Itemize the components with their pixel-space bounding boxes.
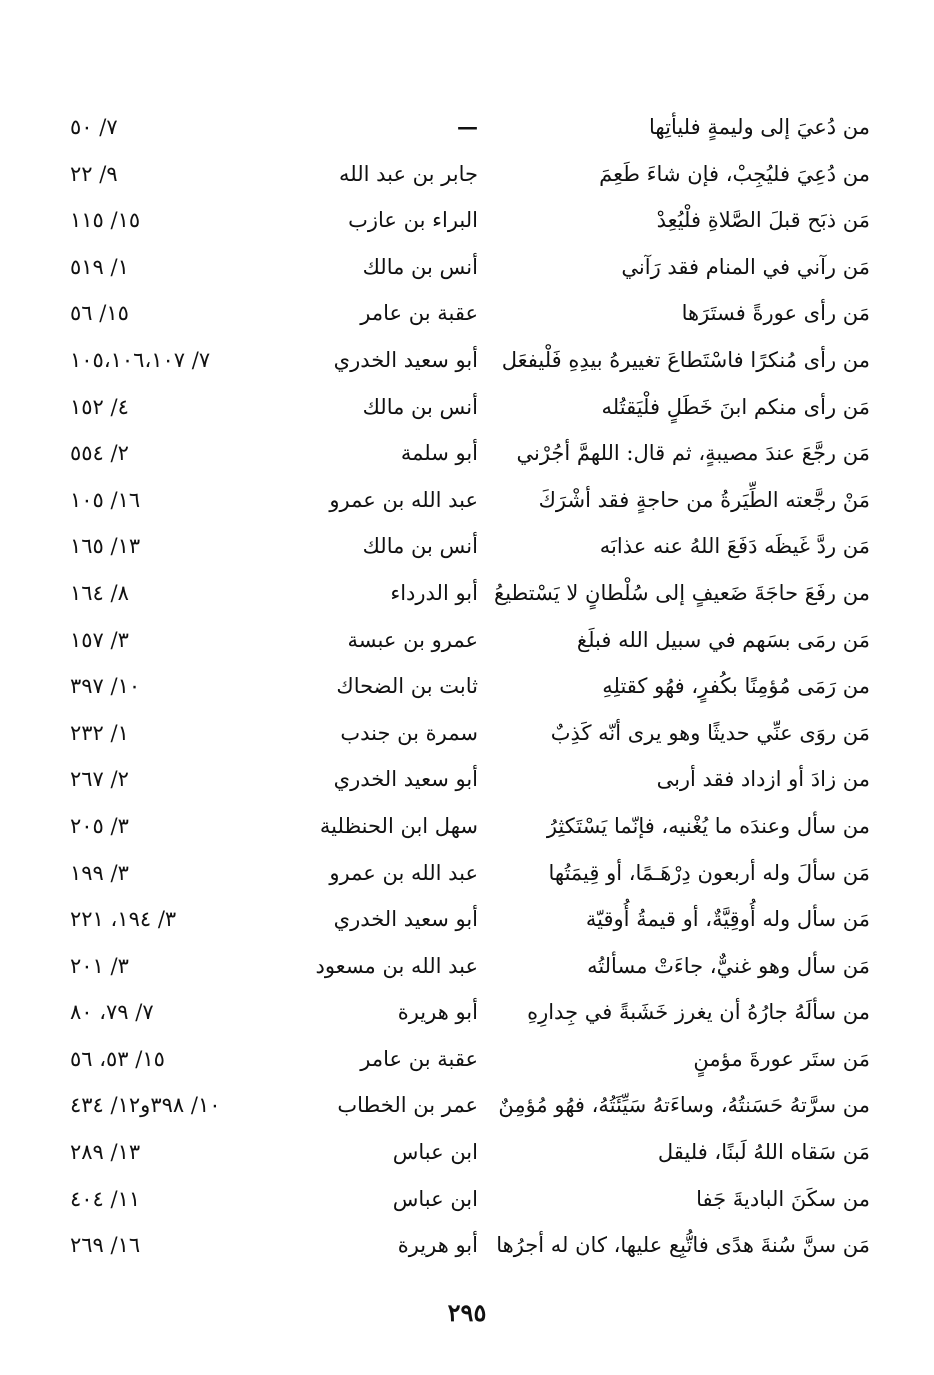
volume-page-reference: ٣/ ١٩٩: [70, 860, 129, 885]
narrator-name: أبو هريرة: [397, 1233, 478, 1258]
volume-page-reference: ٣/ ١٩٤، ٢٢١: [70, 907, 177, 932]
narrator-name: عمرو بن عبسة: [347, 627, 478, 652]
volume-page-reference: ١٥/ ٥٣، ٥٦: [70, 1046, 165, 1071]
hadith-text: من سألَهُ جارُهُ أن يغرز خَشَبةً في جِدارِهِ: [527, 1000, 870, 1025]
index-row: [70, 151, 870, 198]
volume-page-reference: ١٣/ ١٦٥: [70, 534, 141, 559]
hadith-text: مَن سنَّ سُنةَ هدًى فاتُّبِع عليها، كان له أجرُها: [496, 1233, 870, 1258]
index-row: [70, 1082, 870, 1129]
index-row: [70, 756, 870, 803]
hadith-text: من رأى مُنكرًا فاسْتَطاعَ تغييرهُ بيدِهِ فَلْيفعَل: [501, 347, 870, 372]
volume-page-reference: ١٠/ ٣٩٧: [70, 674, 141, 699]
index-row: [70, 896, 870, 943]
volume-page-reference: ١٠/ ٣٩٨و١٢/ ٤٣٤: [70, 1093, 221, 1118]
narrator-name: عبد الله بن مسعود: [315, 953, 478, 978]
index-row: [70, 943, 870, 990]
hadith-text: من دُعيَ إلى وليمةٍ فليأتِها: [649, 115, 870, 139]
narrator-name: أبو سعيد الخدري: [333, 767, 478, 792]
hadith-text: مَن ردَّ غَيظَه دَفَعَ اللهُ عنه عذابَه: [599, 534, 870, 559]
narrator-name: أنس بن مالك: [362, 534, 478, 559]
index-row: [70, 803, 870, 850]
index-row: [70, 850, 870, 897]
index-row: [70, 1129, 870, 1176]
hadith-text: مَن سألَ وله أربعون دِرْهَـمًا، أو قِيمَتُها: [548, 860, 870, 885]
index-row: [70, 337, 870, 384]
hadith-text: مَن رجَّعَ عندَ مصيبةٍ، ثم قال: اللهمَّ أجُرْني: [516, 441, 870, 466]
hadith-text: مَن ستَر عورةَ مؤمنٍ: [693, 1046, 870, 1071]
narrator-name: أبو سلمة: [400, 441, 478, 466]
volume-page-reference: ١/ ٥١٩: [70, 254, 129, 279]
hadith-text: مَن سأل وهو غنيٌّ، جاءَتْ مسألتُه: [587, 953, 870, 978]
index-row: [70, 570, 870, 617]
volume-page-reference: ١٦/ ٢٦٩: [70, 1233, 141, 1258]
narrator-name: عمر بن الخطاب: [337, 1093, 478, 1118]
index-row: [70, 617, 870, 664]
hadith-text: من زادَ أو ازداد فقد أربى: [656, 767, 870, 792]
hadith-text: من سكَنَ الباديةَ جَفا: [696, 1186, 870, 1211]
page-number: ٢٩٥: [447, 1298, 487, 1327]
hadith-text: مَن رأى عورةً فستَرَها: [681, 301, 870, 326]
index-row: [70, 523, 870, 570]
narrator-name: جابر بن عبد الله: [338, 161, 478, 186]
index-row: [70, 1222, 870, 1269]
hadith-text: مَن رآني في المنام فقد رَآني: [621, 254, 870, 279]
hadith-text: من سأل وعندَه ما يُغْنيه، فإنّما يَسْتَكثِرُ: [546, 813, 870, 838]
hadith-text: مَنْ رجَّعته الطِّيَرةُ من حاجةٍ فقد أشْرَكَ: [538, 487, 870, 512]
narrator-name: أبو سعيد الخدري: [333, 347, 478, 372]
volume-page-reference: ٢/ ٢٦٧: [70, 767, 129, 792]
volume-page-reference: ٤/ ١٥٢: [70, 394, 129, 419]
narrator-name: عقبة بن عامر: [360, 301, 478, 326]
index-row: [70, 663, 870, 710]
narrator-name: أبو هريرة: [397, 1000, 478, 1025]
volume-page-reference: ١/ ٢٣٢: [70, 720, 129, 745]
index-row: [70, 384, 870, 431]
index-row: [70, 1176, 870, 1223]
hadith-text: مَن ذبَح قبلَ الصَّلاةِ فلْيُعِدْ: [656, 208, 870, 233]
volume-page-reference: ١٣/ ٢٨٩: [70, 1140, 141, 1165]
narrator-name: أبو سعيد الخدري: [333, 907, 478, 932]
narrator-name: البراء بن عازب: [348, 208, 478, 233]
hadith-text: من رَمَى مُؤمِنًا بكُفرٍ، فهُو كقتلِهِ: [602, 674, 870, 699]
volume-page-reference: ٩/ ٢٢: [70, 161, 118, 186]
hadith-text: مَن روَى عنِّي حديثًا وهو يرى أنّه كَذِبٌ: [550, 720, 870, 745]
volume-page-reference: ١٥/ ١١٥: [70, 208, 141, 233]
index-row: [70, 710, 870, 757]
narrator-name: أنس بن مالك: [362, 254, 478, 279]
index-row: [70, 290, 870, 337]
volume-page-reference: ٣/ ٢٠٥: [70, 813, 129, 838]
volume-page-reference: ٢/ ٥٥٤: [70, 441, 129, 466]
narrator-name: سمرة بن جندب: [340, 720, 478, 745]
volume-page-reference: ٣/ ٢٠١: [70, 953, 129, 978]
index-row: [70, 244, 870, 291]
index-row: [70, 104, 870, 151]
narrator-name: عقبة بن عامر: [360, 1046, 478, 1071]
hadith-text: مَن رأى منكم ابنَ خَطَلٍ فلْيَقتُله: [601, 394, 870, 419]
volume-page-reference: ٧/ ٥٠: [70, 115, 118, 139]
index-row: [70, 989, 870, 1036]
narrator-name: —: [457, 114, 478, 139]
hadith-text: من دُعِيَ فليُجِبْ، فإن شاءَ طَعِمَ: [599, 161, 870, 186]
hadith-text: من رفَعَ حاجَةَ ضَعيفٍ إلى سُلْطانٍ لا يَسْتطيعُ: [494, 580, 870, 605]
narrator-name: ثابت بن الضحاك: [336, 674, 478, 699]
narrator-name: أبو الدرداء: [390, 580, 478, 605]
narrator-name: سهل ابن الحنظلية: [319, 813, 478, 838]
index-row: [70, 477, 870, 524]
volume-page-reference: ١٦/ ١٠٥: [70, 487, 141, 512]
hadith-text: مَن رمَى بسَهم في سبيل الله فبلَغ: [576, 627, 870, 652]
narrator-name: عبد الله بن عمرو: [329, 860, 478, 885]
index-row: [70, 430, 870, 477]
volume-page-reference: ١٥/ ٥٦: [70, 301, 129, 326]
hadith-index-table: [70, 104, 870, 1269]
volume-page-reference: ٧/ ٧٩، ٨٠: [70, 1000, 154, 1025]
narrator-name: ابن عباس: [392, 1186, 478, 1211]
hadith-text: مَن سأل وله أُوقِيَّةٌ، أو قيمةُ أُوقيّة: [585, 907, 870, 932]
index-row: [70, 197, 870, 244]
hadith-text: من سرَّتهُ حَسَنتُهُ، وساءَتهُ سَيِّئَتُهُ، فهُو مُؤمِنٌ: [498, 1093, 870, 1118]
hadith-text: مَن سَقاه اللهُ لَبنًا، فليقل: [657, 1140, 870, 1165]
volume-page-reference: ١١/ ٤٠٤: [70, 1186, 141, 1211]
index-row: [70, 1036, 870, 1083]
narrator-name: أنس بن مالك: [362, 394, 478, 419]
narrator-name: عبد الله بن عمرو: [329, 487, 478, 512]
volume-page-reference: ٣/ ١٥٧: [70, 627, 129, 652]
volume-page-reference: ٨/ ١٦٤: [70, 580, 129, 605]
narrator-name: ابن عباس: [392, 1140, 478, 1165]
volume-page-reference: ٧/ ١٠٥،١٠٦،١٠٧: [70, 347, 211, 372]
